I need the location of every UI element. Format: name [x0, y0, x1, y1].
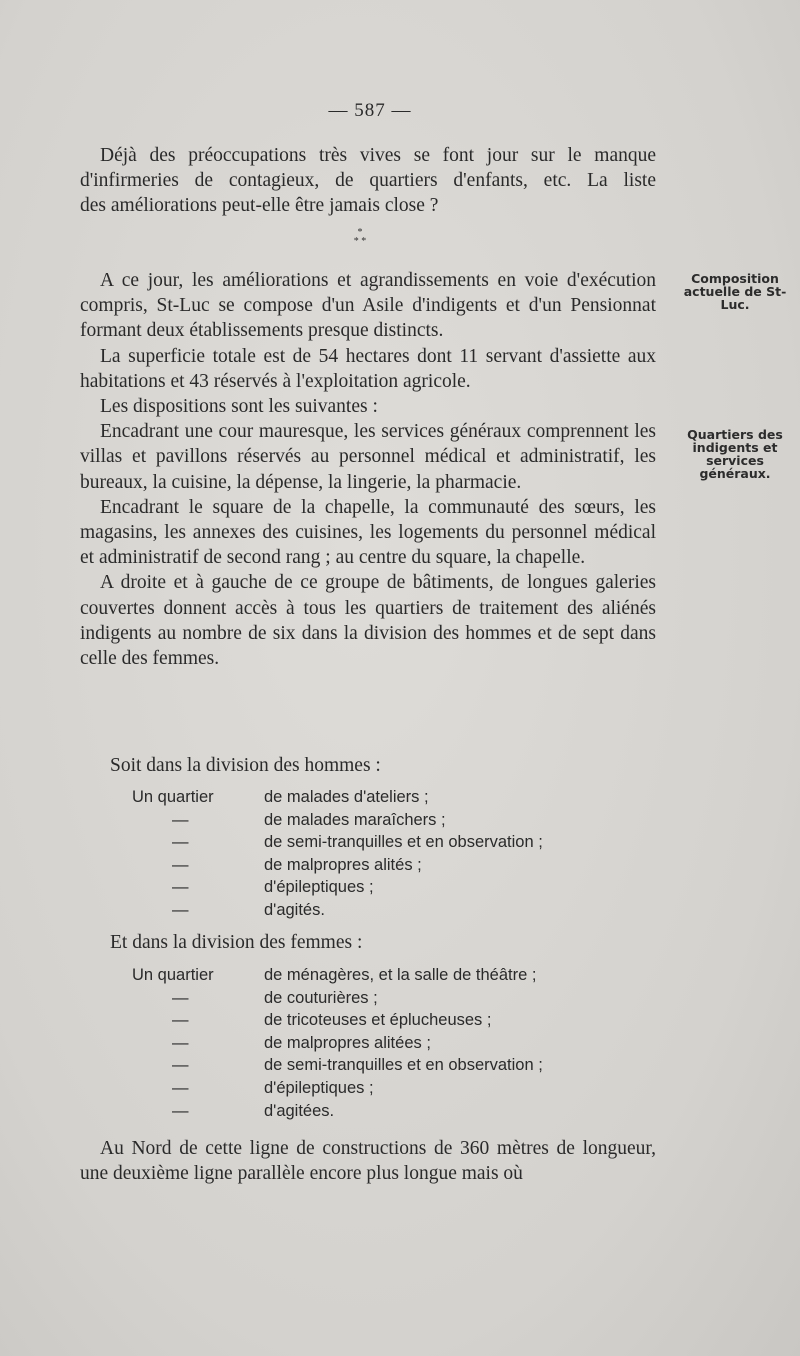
list-item: [132, 1077, 652, 1100]
sidenote-composition: Composition actuelle de St-Luc.: [683, 271, 787, 312]
list-item-text: de malpropres alitées ;: [264, 1033, 431, 1052]
list-item-text: d'épileptiques ;: [264, 1078, 374, 1097]
paragraph-cour-mauresque: Encadrant une cour mauresque, les services généraux comprennent les villas et pavillons réservés au personnel médical et administratif, les bureaux, la cuisine, la dépense, la lingerie, la pharmacie.: [80, 421, 656, 493]
list-dash: —: [172, 1033, 189, 1052]
list-dash: —: [172, 1078, 189, 1097]
list-dash: —: [172, 1101, 189, 1120]
asterism-bottom: * *: [353, 236, 367, 247]
list-item-text: de ménagères, et la salle de théâtre ;: [264, 966, 537, 984]
asterism-separator: [340, 228, 380, 246]
list-item: [132, 786, 652, 809]
intro-line: Déjà des préoccupations très vives se font jour sur le manque: [100, 145, 656, 166]
paragraph-square-chapelle: Encadrant le square de la chapelle, la communauté des sœurs, les magasins, les annexes des cuisines, les logements du personnel médical et administratif de second rang ; au centre du square, la chapelle.: [80, 496, 656, 569]
list-item: [132, 1009, 652, 1032]
list-dash: —: [172, 855, 189, 874]
women-quarters-list: [132, 964, 652, 1122]
list-item: [132, 809, 652, 832]
list-item-text: de malpropres alités ;: [264, 855, 422, 874]
paragraph-composition: A ce jour, les améliorations et agrandissements en voie d'exécution compris, St-Luc se compose d'un Asile d'indigents et d'un Pensionnat formant deux établissements presque distincts.: [80, 270, 656, 342]
list-item: [132, 964, 652, 987]
list-item: [132, 1054, 652, 1077]
list-item: [132, 854, 652, 877]
main-body: [80, 268, 656, 671]
list-dash: —: [172, 1011, 189, 1030]
list-item-text: de malades d'ateliers ;: [264, 788, 429, 806]
list-prefix: Un quartier: [132, 788, 214, 806]
list-item-text: d'agitées.: [264, 1101, 335, 1120]
list-item-text: de semi-tranquilles et en observation ;: [264, 833, 543, 852]
intro-line: d'infirmeries de contagieux, de quartiers d'enfants, etc. La liste: [80, 170, 656, 192]
list-dash: —: [172, 900, 189, 919]
list-item: [132, 1032, 652, 1055]
paragraph-galeries: A droite et à gauche de ce groupe de bâtiments, de longues galeries couvertes donnent accès à tous les quartiers de traitement des aliénés indigents au nombre de six dans la division des hommes et de sept dans celle des femmes.: [80, 572, 656, 670]
paragraph-nord: Au Nord de cette ligne de constructions de 360 mètres de longueur, une deuxième ligne parallèle encore plus longue mais où: [80, 1138, 656, 1185]
paragraph-superficie: La superficie totale est de 54 hectares dont 11 servant d'assiette aux habitations et 43 réservés à l'exploitation agricole.: [80, 345, 656, 392]
sidenote-quartiers: Quartiers des indigents et services généraux.: [687, 427, 783, 481]
page-number: — 587 —: [328, 100, 412, 121]
men-division-intro: Soit dans la division des hommes :: [110, 755, 381, 776]
closing-paragraph: [80, 1136, 656, 1186]
list-item: [132, 876, 652, 899]
women-division-intro: Et dans la division des femmes :: [110, 932, 363, 953]
list-item: [132, 899, 652, 922]
list-dash: —: [172, 833, 189, 852]
intro-line: des améliorations peut-elle être jamais close ?: [80, 195, 439, 217]
list-prefix: Un quartier: [132, 966, 214, 984]
list-item-text: de couturières ;: [264, 988, 378, 1007]
list-item: [132, 987, 652, 1010]
intro-paragraph: [80, 143, 656, 219]
asterism-top: *: [357, 227, 363, 238]
list-dash: —: [172, 1056, 189, 1075]
men-quarters-list: [132, 786, 652, 922]
list-item-text: de tricoteuses et éplucheuses ;: [264, 1011, 492, 1030]
list-item: [132, 831, 652, 854]
list-item-text: d'épileptiques ;: [264, 878, 374, 897]
list-item-text: de malades maraîchers ;: [264, 810, 446, 829]
list-item-text: de semi-tranquilles et en observation ;: [264, 1056, 543, 1075]
list-item-text: d'agités.: [264, 900, 325, 919]
list-dash: —: [172, 988, 189, 1007]
list-dash: —: [172, 810, 189, 829]
list-item: [132, 1100, 652, 1123]
list-dash: —: [172, 878, 189, 897]
paragraph-dispositions: Les dispositions sont les suivantes :: [100, 396, 378, 418]
